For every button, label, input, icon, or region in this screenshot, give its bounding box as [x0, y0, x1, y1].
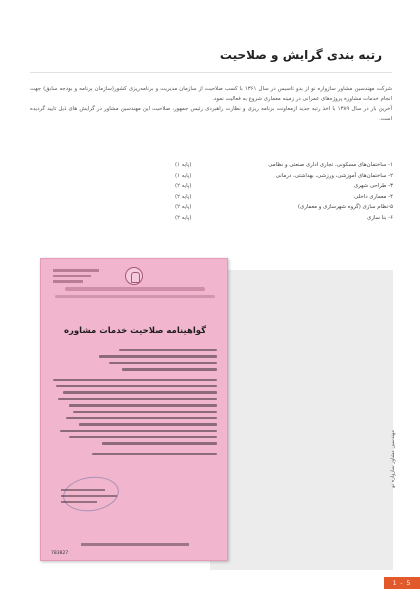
certificate-image: [40, 258, 228, 561]
grade-level: (پایه ۱): [175, 172, 192, 179]
title-divider: [30, 72, 392, 73]
grade-level: (پایه ۲): [175, 183, 192, 190]
grade-item: ۱- ساختمان‌های مسکونی، تجاری اداری صنعتی و نظامی: [268, 162, 393, 169]
list-item: [175, 171, 393, 182]
page-title: رتبه بندی گرایش و صلاحیت: [219, 48, 382, 62]
intro-paragraph: [30, 84, 392, 124]
certificate-number-block: [53, 269, 103, 287]
certificate-serial: 783827: [51, 551, 69, 556]
grade-level: (پایه ۲): [175, 193, 192, 200]
grade-item: ۴- معماری داخلی: [354, 193, 393, 200]
background-gray-block: [210, 270, 393, 570]
certificate-body-text: [53, 349, 217, 459]
certificate-footer-line: [81, 543, 189, 546]
grade-level: (پایه ۲): [175, 204, 192, 211]
list-item: [175, 160, 393, 171]
grade-item: ۳- طراحی شهری: [353, 183, 393, 190]
list-item: [175, 202, 393, 213]
list-item: [175, 213, 393, 224]
list-item: [175, 181, 393, 192]
intro-line-1: شرکت مهندسین مشاور سازواره نو از بدو تاسیس در سال ۱۳۶۱ با کسب صلاحیت از سازمان مدیریت و برنامه‌ریزی کشور(سازمان برنامه و بودجه سابق) جهت انجام خدمات مشاوره پروژه‌های عمرانی در زمینه معماری شروع به فعالیت نمود.: [30, 86, 392, 102]
grade-item: ۲- ساختمان‌های آموزشی، ورزشی، بهداشتی، درمانی: [275, 172, 393, 179]
certificate-org-line: [65, 287, 205, 291]
intro-line-2: آخرین بار در سال ۱۳۸۹ با اخذ رتبه جدید ازمعاونت برنامه ریزی و نظارت راهبردی رئیس جمهور، صلاحیت این مهندسین مشاور در گرایش های ذیل تایید گردیده است.: [30, 106, 392, 122]
list-item: [175, 192, 393, 203]
page-number: 1 - 5: [384, 577, 420, 589]
emblem-icon: [125, 267, 143, 285]
grades-list: [175, 160, 393, 223]
certificate-org-line: [55, 295, 215, 298]
grade-level: (پایه ۱): [175, 162, 192, 169]
grade-item: ۵-نظام سازی (گروه شهرسازی و معماری): [297, 204, 393, 211]
side-caption: مهندسین مشاور سازواره نو: [390, 430, 396, 488]
grade-item: ۶- بنا سازی: [366, 214, 393, 221]
grade-level: (پایه ۲): [175, 214, 192, 221]
signature-block: [61, 489, 121, 507]
certificate-heading: گواهینامه صلاحیت خدمات مشاوره: [63, 326, 207, 336]
